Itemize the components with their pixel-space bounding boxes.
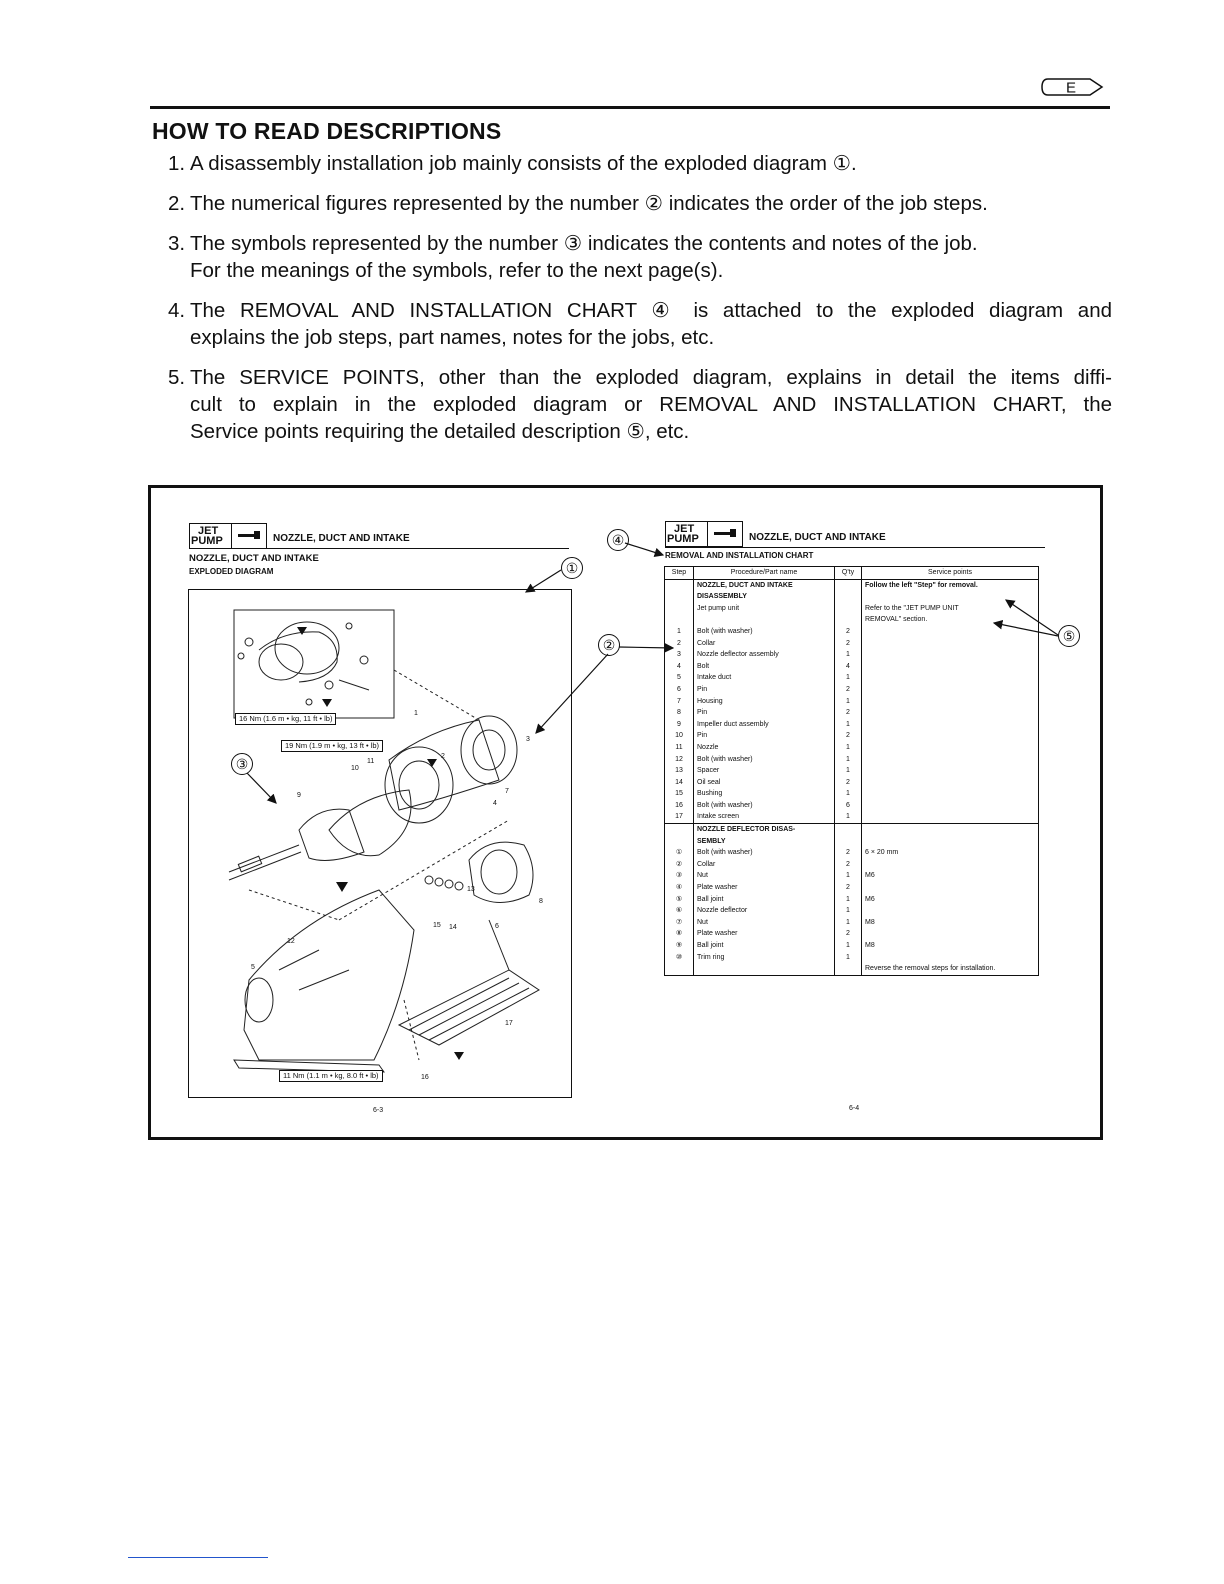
description-list: [168, 150, 1112, 458]
part-label: 5: [251, 964, 255, 971]
part-cell: Bushing: [694, 788, 835, 800]
right-page-number: 6-4: [849, 1105, 860, 1112]
step-cell: ④: [665, 882, 694, 894]
item-number: 5.: [168, 366, 186, 389]
step-cell: 13: [665, 765, 694, 777]
step-cell: 2: [665, 638, 694, 650]
step-cell: ⑥: [665, 905, 694, 917]
service-cell: Reverse the removal steps for installation.: [862, 963, 1039, 975]
qty-cell: 1: [835, 754, 862, 766]
col-header-service: Service points: [862, 567, 1039, 580]
torque-spec: 16 Nm (1.6 m • kg, 11 ft • lb): [235, 713, 336, 725]
step-cell: 6: [665, 684, 694, 696]
step-cell: 11: [665, 742, 694, 754]
left-page-number: 6-3: [373, 1107, 384, 1114]
service-cell: M6: [862, 870, 1039, 882]
qty-cell: 1: [835, 742, 862, 754]
step-cell: ⑧: [665, 928, 694, 940]
qty-cell: 2: [835, 847, 862, 859]
step-cell: 16: [665, 800, 694, 812]
step-cell: 5: [665, 672, 694, 684]
part-cell: Plate washer: [694, 882, 835, 894]
item-text-line: The symbols represented by the number ③ indicates the contents and notes of the job.: [190, 232, 978, 255]
part-label: 13: [467, 886, 475, 893]
example-figure: [148, 485, 1103, 1140]
step-cell: ③: [665, 870, 694, 882]
qty-cell: 2: [835, 882, 862, 894]
part-cell: Nozzle: [694, 742, 835, 754]
part-label: 7: [505, 788, 509, 795]
item-text-line: explains the job steps, part names, notes for the jobs, etc.: [190, 326, 715, 349]
step-cell: 15: [665, 788, 694, 800]
tab-label-top: JET: [674, 523, 695, 535]
part-cell: Housing: [694, 696, 835, 708]
qty-cell: 1: [835, 765, 862, 777]
qty-cell: 2: [835, 638, 862, 650]
part-cell: Trim ring: [694, 952, 835, 964]
part-cell: Collar: [694, 638, 835, 650]
qty-cell: 1: [835, 811, 862, 823]
callout-5: ⑤: [1058, 625, 1080, 647]
part-cell: Bolt (with washer): [694, 800, 835, 812]
service-cell: 6 × 20 mm: [862, 847, 1039, 859]
description-item: [168, 297, 1112, 351]
part-cell: Intake duct: [694, 672, 835, 684]
qty-cell: 4: [835, 661, 862, 673]
step-cell: 12: [665, 754, 694, 766]
part-label: 6: [495, 923, 499, 930]
item-number: 2.: [168, 192, 186, 215]
item-text-line: The SERVICE POINTS, other than the exploded diagram, explains in detail the items diffi-: [190, 366, 1112, 389]
step-cell: 10: [665, 730, 694, 742]
left-subtitle: NOZZLE, DUCT AND INTAKE: [189, 553, 319, 564]
part-label: 9: [297, 792, 301, 799]
part-cell: Nut: [694, 917, 835, 929]
part-cell: Intake screen: [694, 811, 835, 823]
step-cell: 14: [665, 777, 694, 789]
qty-cell: 2: [835, 777, 862, 789]
part-cell: Pin: [694, 707, 835, 719]
footer-line: [128, 1557, 268, 1558]
qty-cell: 6: [835, 800, 862, 812]
item-number: 1.: [168, 152, 186, 175]
qty-cell: 1: [835, 696, 862, 708]
qty-cell: 2: [835, 707, 862, 719]
qty-cell: 2: [835, 684, 862, 696]
item-text-line: cult to explain in the exploded diagram or REMOVAL AND INSTALLATION CHART, the: [190, 393, 1112, 416]
step-cell: ②: [665, 859, 694, 871]
part-cell: Nut: [694, 870, 835, 882]
service-cell: Refer to the "JET PUMP UNIT: [862, 603, 1039, 615]
item-text-line: Service points requiring the detailed description ⑤, etc.: [190, 420, 690, 443]
qty-cell: 1: [835, 940, 862, 952]
qty-cell: 1: [835, 649, 862, 661]
part-label: 3: [526, 736, 530, 743]
part-label: 17: [505, 1020, 513, 1027]
qty-cell: 1: [835, 719, 862, 731]
item-number: 4.: [168, 299, 186, 322]
callout-1: ①: [561, 557, 583, 579]
callout-3: ③: [231, 753, 253, 775]
item-text-line: The REMOVAL AND INSTALLATION CHART ④ is attached to the exploded diagram and: [190, 299, 1112, 322]
part-cell: Bolt: [694, 661, 835, 673]
language-badge: [1040, 76, 1104, 98]
part-label: 15: [433, 922, 441, 929]
step-cell: ⑨: [665, 940, 694, 952]
qty-cell: 2: [835, 626, 862, 638]
step-cell: 8: [665, 707, 694, 719]
part-label: 16: [421, 1074, 429, 1081]
step-cell: 17: [665, 811, 694, 823]
part-cell: Impeller duct assembly: [694, 719, 835, 731]
removal-chart-label: REMOVAL AND INSTALLATION CHART: [665, 551, 814, 560]
part-cell: Pin: [694, 684, 835, 696]
col-header-qty: Q'ty: [835, 567, 862, 580]
qty-cell: 2: [835, 928, 862, 940]
part-cell: Collar: [694, 859, 835, 871]
right-header-title: NOZZLE, DUCT AND INTAKE: [749, 532, 886, 543]
item-text-line: The numerical figures represented by the number ② indicates the order of the job steps.: [190, 192, 988, 215]
part-cell: DISASSEMBLY: [694, 591, 835, 603]
service-cell: Follow the left "Step" for removal.: [862, 579, 1039, 591]
description-item: [168, 190, 1112, 217]
qty-cell: 1: [835, 894, 862, 906]
step-cell: 3: [665, 649, 694, 661]
part-label: 14: [449, 924, 457, 931]
service-cell: M8: [862, 917, 1039, 929]
torque-spec: 11 Nm (1.1 m • kg, 8.0 ft • lb): [279, 1070, 383, 1082]
part-cell: Oil seal: [694, 777, 835, 789]
step-cell: 7: [665, 696, 694, 708]
tab-label-bottom: PUMP: [191, 535, 223, 547]
part-label: 10: [351, 765, 359, 772]
part-label: 12: [287, 938, 295, 945]
step-cell: ①: [665, 847, 694, 859]
part-label: 2: [441, 753, 445, 760]
item-text-line: For the meanings of the symbols, refer to the next page(s).: [190, 259, 724, 282]
part-cell: Nozzle deflector assembly: [694, 649, 835, 661]
service-cell: REMOVAL" section.: [862, 614, 1039, 626]
exploded-diagram-label: EXPLODED DIAGRAM: [189, 567, 274, 576]
description-item: [168, 150, 1112, 177]
tab-label-bottom: PUMP: [667, 533, 699, 545]
part-cell: Ball joint: [694, 894, 835, 906]
item-text-line: A disassembly installation job mainly consists of the exploded diagram ①.: [190, 152, 857, 175]
torque-spec: 19 Nm (1.9 m • kg, 13 ft • lb): [281, 740, 383, 752]
part-cell: Nozzle deflector: [694, 905, 835, 917]
part-cell: Bolt (with washer): [694, 754, 835, 766]
qty-cell: 2: [835, 730, 862, 742]
step-cell: 4: [665, 661, 694, 673]
part-cell: SEMBLY: [694, 836, 835, 848]
qty-cell: 1: [835, 672, 862, 684]
part-label: 1: [414, 710, 418, 717]
part-label: 11: [367, 758, 375, 765]
callout-leaders: [151, 488, 1101, 1138]
step-cell: 1: [665, 626, 694, 638]
step-cell: ⑩: [665, 952, 694, 964]
part-cell: Ball joint: [694, 940, 835, 952]
tab-label-top: JET: [198, 525, 219, 537]
header-rule: [150, 106, 1110, 109]
part-label: 4: [493, 800, 497, 807]
qty-cell: 1: [835, 905, 862, 917]
qty-cell: 1: [835, 788, 862, 800]
qty-cell: 1: [835, 870, 862, 882]
part-cell: Jet pump unit: [694, 603, 835, 615]
callout-4: ④: [607, 529, 629, 551]
col-header-step: Step: [665, 567, 694, 580]
qty-cell: 2: [835, 859, 862, 871]
step-cell: ⑤: [665, 894, 694, 906]
service-cell: M8: [862, 940, 1039, 952]
part-label: 8: [539, 898, 543, 905]
part-cell: Pin: [694, 730, 835, 742]
left-header-title: NOZZLE, DUCT AND INTAKE: [273, 533, 410, 544]
part-cell: NOZZLE, DUCT AND INTAKE: [694, 579, 835, 591]
qty-cell: 1: [835, 952, 862, 964]
part-cell: Plate washer: [694, 928, 835, 940]
description-item: [168, 364, 1112, 445]
page-title: HOW TO READ DESCRIPTIONS: [152, 118, 502, 144]
part-cell: Spacer: [694, 765, 835, 777]
callout-2: ②: [598, 634, 620, 656]
language-badge-letter: E: [1065, 79, 1077, 97]
part-cell: Bolt (with washer): [694, 847, 835, 859]
item-number: 3.: [168, 232, 186, 255]
step-cell: ⑦: [665, 917, 694, 929]
part-cell: NOZZLE DEFLECTOR DISAS-: [694, 824, 835, 836]
col-header-part: Procedure/Part name: [694, 567, 835, 580]
part-cell: Bolt (with washer): [694, 626, 835, 638]
step-cell: 9: [665, 719, 694, 731]
service-cell: M6: [862, 894, 1039, 906]
qty-cell: 1: [835, 917, 862, 929]
description-item: [168, 230, 1112, 284]
